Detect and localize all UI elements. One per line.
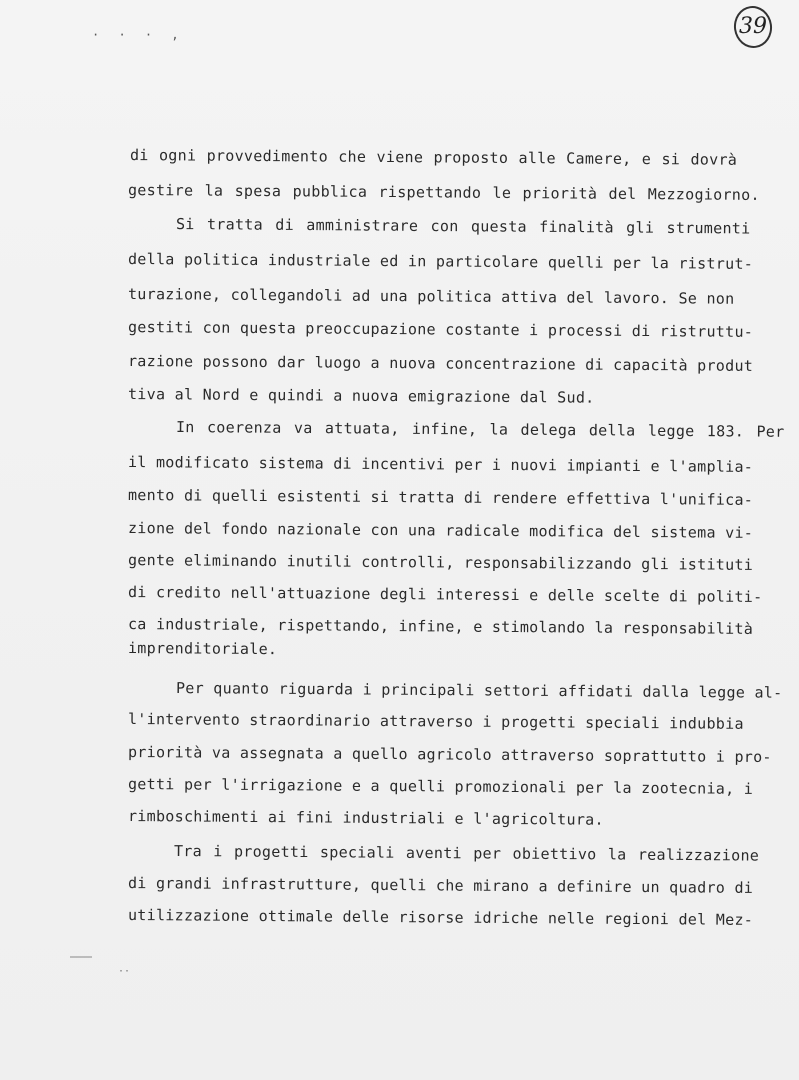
header-marks: · · · , [92, 28, 185, 42]
text-line: gente eliminando inutili controlli, responsabilizzando gli istituti [127, 551, 754, 574]
page-number-stamp [731, 4, 774, 51]
text-line: gestiti con questa preoccupazione costante i processi di ristruttu- [127, 318, 754, 341]
text-line: di ogni provvedimento che viene proposto alle Camere, e si dovrà [129, 146, 738, 169]
text-line: di grandi infrastrutture, quelli che mirano a definire un quadro di [127, 874, 754, 897]
text-line: In coerenza va attuata, infine, la delega della legge 183. Per [175, 418, 785, 441]
text-line: rimboschimenti ai fini industriali e l'agricoltura. [127, 807, 604, 829]
text-line: utilizzazione ottimale delle risorse idriche nelle regioni del Mez- [127, 906, 754, 929]
text-line: della politica industriale ed in particolare quelli per la ristrut- [127, 250, 754, 273]
text-line: imprenditoriale. [127, 639, 278, 659]
scan-smudge [70, 956, 92, 958]
text-line: Per quanto riguarda i principali settori affidati dalla legge al- [175, 679, 783, 702]
text-line: il modificato sistema di incentivi per i nuovi impianti e l'amplia- [127, 453, 754, 476]
text-line: Si tratta di amministrare con questa finalità gli strumenti [175, 215, 751, 238]
text-line: getti per l'irrigazione e a quelli promozionali per la zootecnia, i [127, 775, 754, 798]
text-line: l'intervento straordinario attraverso i progetti speciali indubbia [127, 710, 744, 733]
scan-speck: ·· [118, 966, 131, 977]
text-line: tiva al Nord e quindi a nuova emigrazione dal Sud. [127, 385, 595, 407]
text-line: di credito nell'attuazione degli interessi e delle scelte di politi- [127, 583, 763, 606]
text-line: zione del fondo nazionale con una radicale modifica del sistema vi- [127, 519, 754, 542]
text-line: ca industriale, rispettando, infine, e stimolando la responsabilità [127, 615, 754, 638]
text-line: mento di quelli esistenti si tratta di rendere effettiva l'unifica- [127, 486, 754, 509]
text-line: gestire la spesa pubblica rispettando le priorità del Mezzogiorno. [127, 181, 760, 204]
text-line: turazione, collegandoli ad una politica attiva del lavoro. Se non [127, 285, 735, 308]
text-line: priorità va assegnata a quello agricolo attraverso soprattutto i pro- [127, 743, 772, 767]
page-number: 39 [739, 14, 767, 39]
text-line: razione possono dar luogo a nuova concentrazione di capacità produt [127, 352, 754, 375]
text-line: Tra i progetti speciali aventi per obiettivo la realizzazione [173, 842, 760, 865]
